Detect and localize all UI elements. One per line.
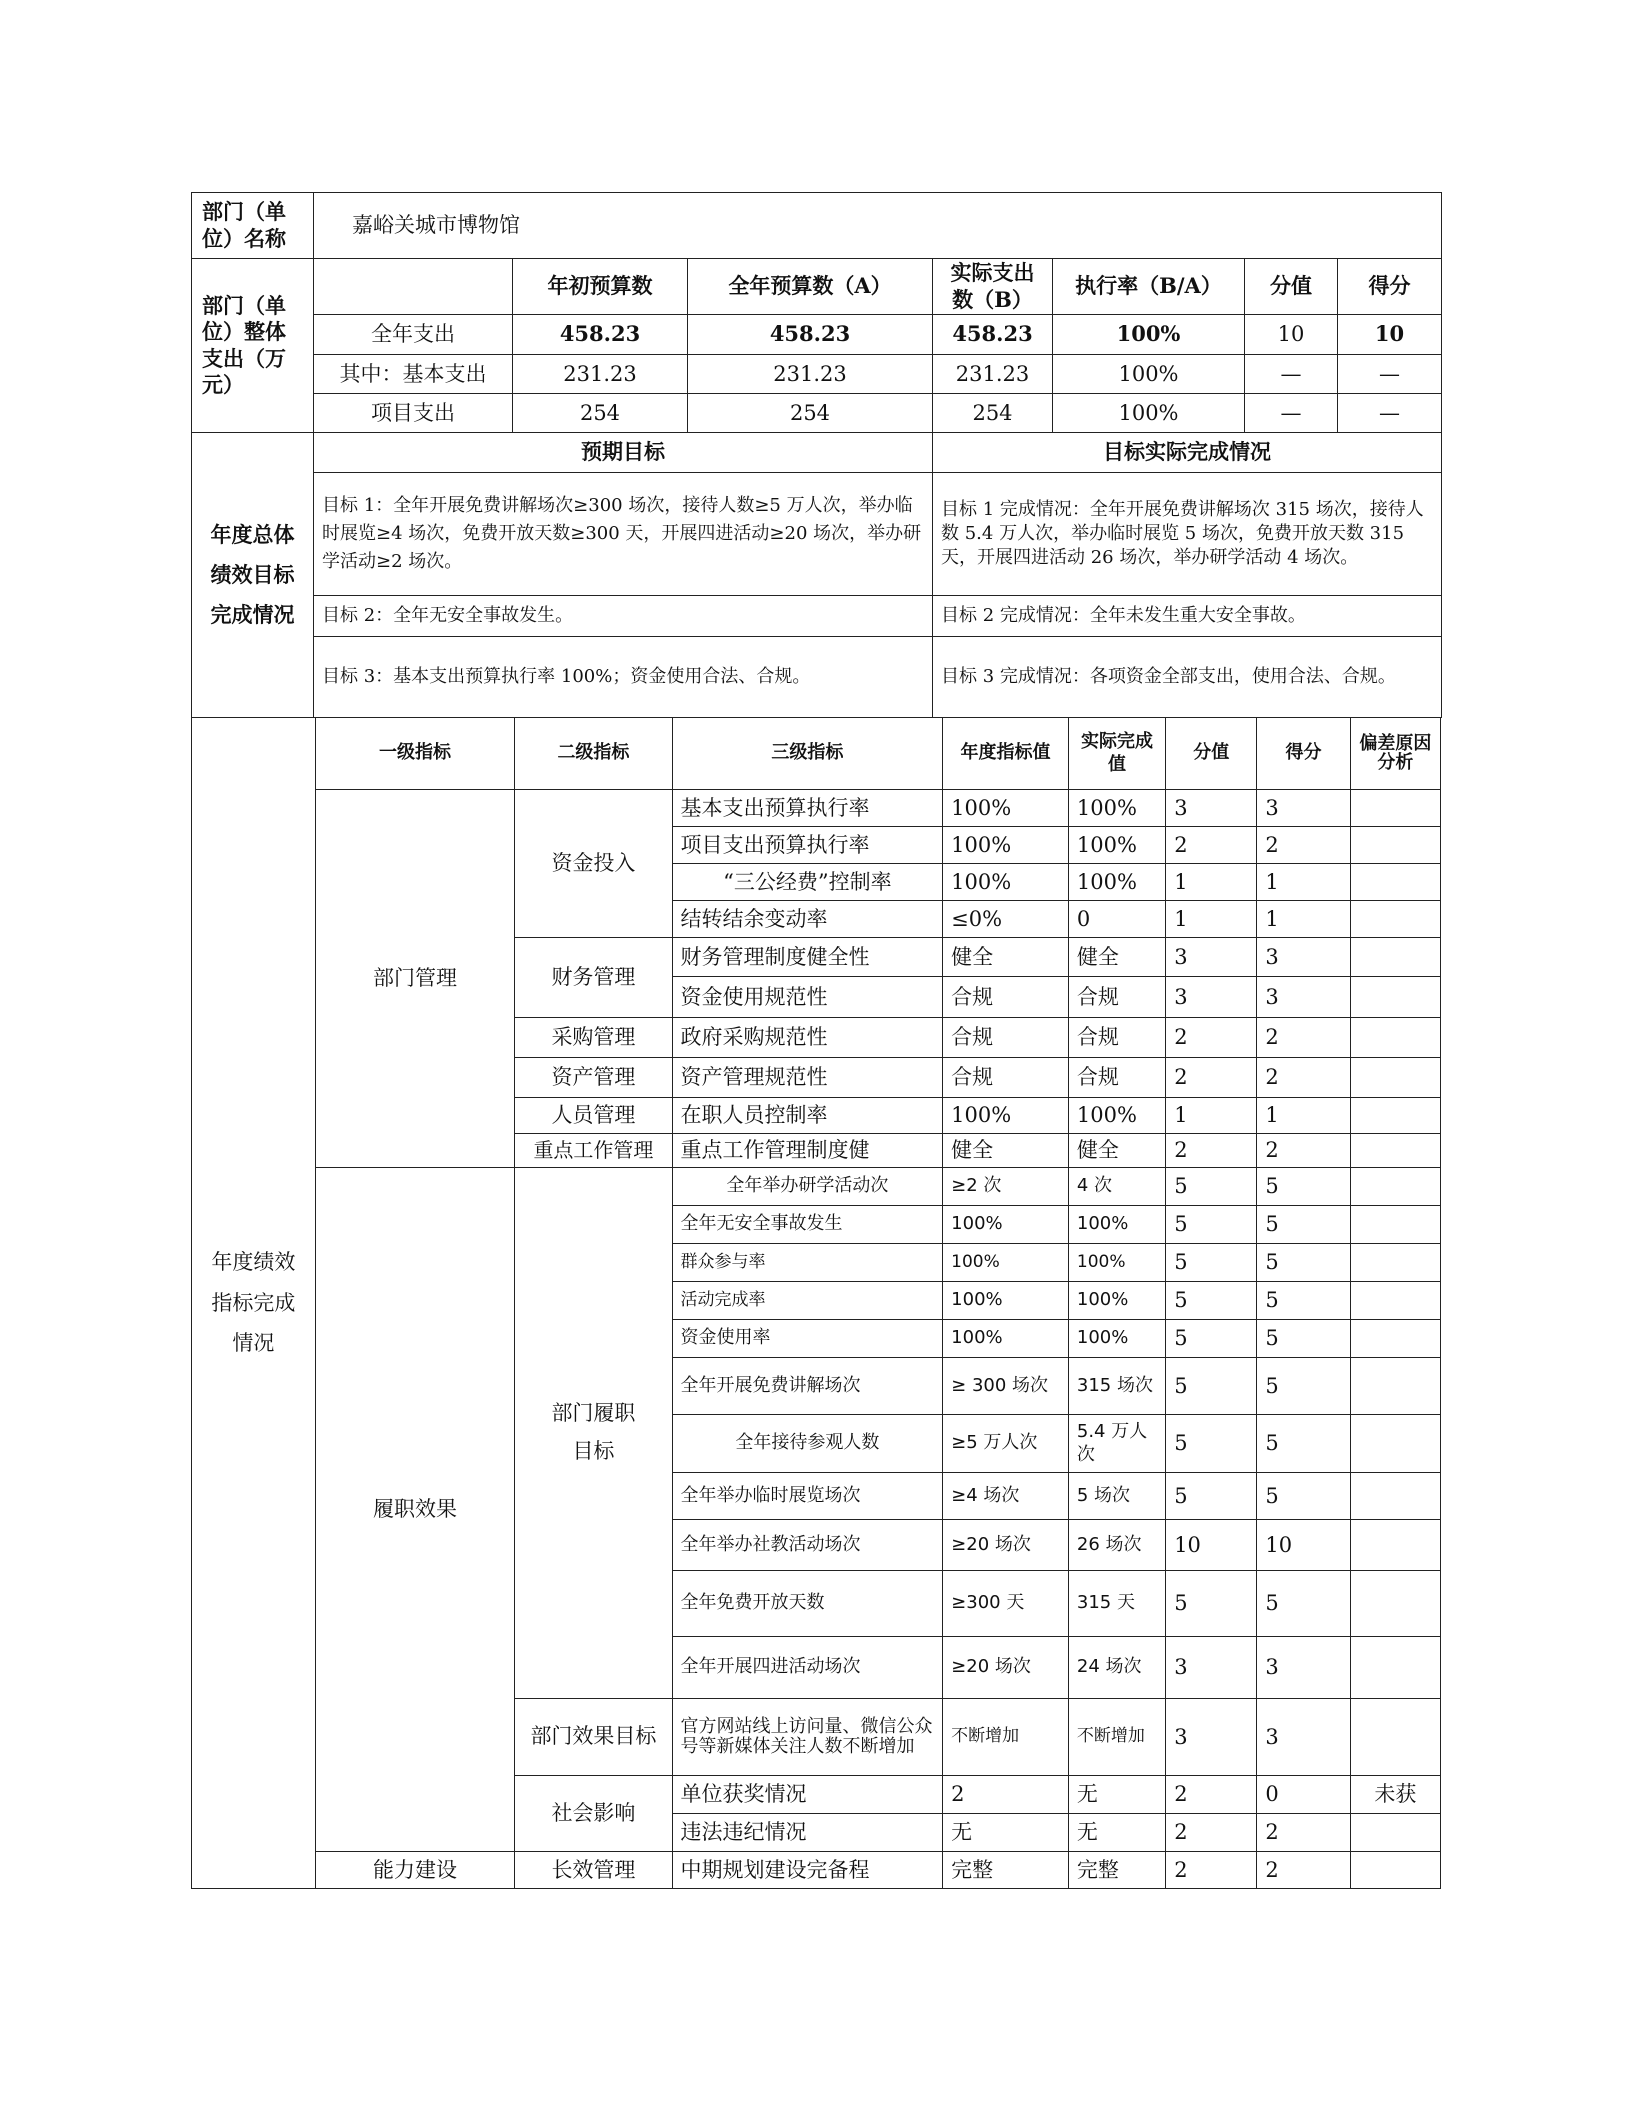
budget-row-name: 全年支出 <box>314 315 513 355</box>
actual-value: 健全 <box>1068 1134 1165 1168</box>
budget-row-actual: 458.23 <box>933 315 1053 355</box>
header-level2: 二级指标 <box>515 718 672 790</box>
actual-value: 合规 <box>1068 1018 1165 1058</box>
level3-name: 中期规划建设完备程 <box>672 1852 943 1889</box>
indicators-table <box>191 717 1441 1889</box>
deviation-reason <box>1350 1415 1440 1473</box>
score-value: 3 <box>1166 1637 1257 1699</box>
level2-key-work: 重点工作管理 <box>515 1134 672 1168</box>
level3-name: 在职人员控制率 <box>672 1098 943 1134</box>
level3-name: 资金使用率 <box>672 1320 943 1358</box>
deviation-reason <box>1350 1358 1440 1415</box>
target-value: 100% <box>943 1098 1069 1134</box>
score-value: 5 <box>1166 1168 1257 1206</box>
target-value: 健全 <box>943 1134 1069 1168</box>
goal-actual: 目标 2 完成情况：全年未发生重大安全事故。 <box>933 596 1442 637</box>
score: 5 <box>1257 1358 1350 1415</box>
actual-value: 无 <box>1068 1776 1165 1814</box>
score-value: 2 <box>1166 1058 1257 1098</box>
score: 5 <box>1257 1206 1350 1244</box>
deviation-reason <box>1350 977 1440 1018</box>
score-value: 5 <box>1166 1244 1257 1282</box>
target-value: 100% <box>943 827 1069 864</box>
target-value: ≥20 场次 <box>943 1637 1069 1699</box>
level3-name: 官方网站线上访问量、微信公众号等新媒体关注人数不断增加 <box>672 1699 943 1776</box>
col-score: 得分 <box>1338 259 1442 315</box>
deviation-reason <box>1350 1168 1440 1206</box>
budget-row-score-value: 10 <box>1245 315 1338 355</box>
deviation-reason <box>1350 1206 1440 1244</box>
target-value: ≥5 万人次 <box>943 1415 1069 1473</box>
table-row <box>192 1168 1441 1206</box>
goal-expected: 目标 3：基本支出预算执行率 100%；资金使用合法、合规。 <box>314 637 933 718</box>
budget-row <box>192 355 1442 394</box>
score: 5 <box>1257 1282 1350 1320</box>
level2-assets: 资产管理 <box>515 1058 672 1098</box>
level2-social-impact: 社会影响 <box>515 1776 672 1852</box>
score-value: 3 <box>1166 938 1257 977</box>
level3-name: 全年开展免费讲解场次 <box>672 1358 943 1415</box>
target-value: 合规 <box>943 977 1069 1018</box>
level3-name: 全年接待参观人数 <box>672 1415 943 1473</box>
budget-row-rate: 100% <box>1053 394 1245 433</box>
budget-goals-table <box>191 192 1442 718</box>
deviation-reason <box>1350 1320 1440 1358</box>
score-value: 1 <box>1166 864 1257 901</box>
score: 3 <box>1257 790 1350 827</box>
budget-label: 部门（单位）整体支出（万元） <box>192 259 314 433</box>
score: 5 <box>1257 1244 1350 1282</box>
score-value: 2 <box>1166 1852 1257 1889</box>
score: 5 <box>1257 1415 1350 1473</box>
score-value: 3 <box>1166 1699 1257 1776</box>
score-value: 1 <box>1166 1098 1257 1134</box>
actual-value: 健全 <box>1068 938 1165 977</box>
deviation-reason <box>1350 901 1440 938</box>
target-value: ≤0% <box>943 901 1069 938</box>
target-value: 2 <box>943 1776 1069 1814</box>
score: 3 <box>1257 977 1350 1018</box>
level2-duty-goals: 部门履职目标 <box>515 1168 672 1699</box>
score-value: 5 <box>1166 1571 1257 1637</box>
actual-goals-header: 目标实际完成情况 <box>933 433 1442 473</box>
budget-row-rate: 100% <box>1053 355 1245 394</box>
score: 3 <box>1257 1637 1350 1699</box>
goal-row <box>192 473 1442 596</box>
score: 2 <box>1257 1814 1350 1852</box>
score: 2 <box>1257 827 1350 864</box>
actual-value: 合规 <box>1068 977 1165 1018</box>
target-value: ≥300 天 <box>943 1571 1069 1637</box>
level3-name: 重点工作管理制度健 <box>672 1134 943 1168</box>
budget-row-initial: 254 <box>513 394 688 433</box>
score: 3 <box>1257 938 1350 977</box>
deviation-reason <box>1350 1520 1440 1571</box>
budget-row-name: 其中：基本支出 <box>314 355 513 394</box>
score: 1 <box>1257 864 1350 901</box>
target-value: ≥ 300 场次 <box>943 1358 1069 1415</box>
actual-value: 26 场次 <box>1068 1520 1165 1571</box>
score: 2 <box>1257 1058 1350 1098</box>
deviation-reason <box>1350 1098 1440 1134</box>
target-value: ≥2 次 <box>943 1168 1069 1206</box>
actual-value: 315 场次 <box>1068 1358 1165 1415</box>
deviation-reason <box>1350 864 1440 901</box>
level3-name: 项目支出预算执行率 <box>672 827 943 864</box>
deviation-reason <box>1350 1244 1440 1282</box>
col-actual-spend: 实际支出数（B） <box>933 259 1053 315</box>
target-value: 完整 <box>943 1852 1069 1889</box>
actual-value: 100% <box>1068 864 1165 901</box>
level1-dept-management: 部门管理 <box>315 790 515 1168</box>
header-level3: 三级指标 <box>672 718 943 790</box>
score-value: 2 <box>1166 1776 1257 1814</box>
budget-row-full: 254 <box>688 394 933 433</box>
actual-value: 100% <box>1068 1244 1165 1282</box>
level2-finance: 财务管理 <box>515 938 672 1018</box>
deviation-reason <box>1350 827 1440 864</box>
actual-value: 24 场次 <box>1068 1637 1165 1699</box>
level3-name: 财务管理制度健全性 <box>672 938 943 977</box>
indicators-label: 年度绩效指标完成情况 <box>192 718 316 1889</box>
score-value: 2 <box>1166 827 1257 864</box>
score: 5 <box>1257 1571 1350 1637</box>
actual-value: 4 次 <box>1068 1168 1165 1206</box>
score: 0 <box>1257 1776 1350 1814</box>
level3-name: 全年举办临时展览场次 <box>672 1473 943 1520</box>
budget-row-initial: 231.23 <box>513 355 688 394</box>
budget-row <box>192 394 1442 433</box>
actual-value: 100% <box>1068 827 1165 864</box>
budget-row-rate: 100% <box>1053 315 1245 355</box>
level1-capacity: 能力建设 <box>315 1852 515 1889</box>
actual-value: 5.4 万人次 <box>1068 1415 1165 1473</box>
actual-value: 100% <box>1068 790 1165 827</box>
dept-name-label: 部门（单位）名称 <box>192 193 314 259</box>
score: 10 <box>1257 1520 1350 1571</box>
actual-value: 完整 <box>1068 1852 1165 1889</box>
budget-row-score: 10 <box>1338 315 1442 355</box>
level1-performance: 履职效果 <box>315 1168 515 1852</box>
target-value: 100% <box>943 1244 1069 1282</box>
actual-value: 100% <box>1068 1206 1165 1244</box>
score-value: 10 <box>1166 1520 1257 1571</box>
deviation-reason <box>1350 938 1440 977</box>
col-initial-budget: 年初预算数 <box>513 259 688 315</box>
budget-row <box>192 315 1442 355</box>
table-row <box>192 790 1441 827</box>
header-score: 得分 <box>1257 718 1350 790</box>
target-value: 不断增加 <box>943 1699 1069 1776</box>
actual-value: 100% <box>1068 1320 1165 1358</box>
goal-expected: 目标 1：全年开展免费讲解场次≥300 场次，接待人数≥5 万人次，举办临时展览≥4 场次，免费开放天数≥300 天，开展四进活动≥20 场次，举办研学活动≥2 场次。 <box>314 473 933 596</box>
score-value: 1 <box>1166 901 1257 938</box>
score-value: 5 <box>1166 1320 1257 1358</box>
level3-name: 全年开展四进活动场次 <box>672 1637 943 1699</box>
deviation-reason <box>1350 1814 1440 1852</box>
target-value: 100% <box>943 790 1069 827</box>
budget-row-score-value: — <box>1245 355 1338 394</box>
actual-value: 合规 <box>1068 1058 1165 1098</box>
goal-row <box>192 637 1442 718</box>
level3-name: 违法违纪情况 <box>672 1814 943 1852</box>
deviation-reason <box>1350 790 1440 827</box>
target-value: 无 <box>943 1814 1069 1852</box>
score-value: 5 <box>1166 1206 1257 1244</box>
dept-name-value: 嘉峪关城市博物馆 <box>314 193 1442 259</box>
score: 3 <box>1257 1699 1350 1776</box>
level3-name: 全年免费开放天数 <box>672 1571 943 1637</box>
level3-name: 群众参与率 <box>672 1244 943 1282</box>
header-level1: 一级指标 <box>315 718 515 790</box>
actual-value: 315 天 <box>1068 1571 1165 1637</box>
header-target: 年度指标值 <box>943 718 1069 790</box>
score-value: 5 <box>1166 1415 1257 1473</box>
level3-name: 全年举办研学活动次 <box>672 1168 943 1206</box>
deviation-reason <box>1350 1282 1440 1320</box>
col-exec-rate: 执行率（B/A） <box>1053 259 1245 315</box>
target-value: ≥20 场次 <box>943 1520 1069 1571</box>
score-value: 5 <box>1166 1358 1257 1415</box>
level3-name: 全年无安全事故发生 <box>672 1206 943 1244</box>
score: 5 <box>1257 1473 1350 1520</box>
score: 1 <box>1257 901 1350 938</box>
deviation-reason <box>1350 1058 1440 1098</box>
budget-row-score: — <box>1338 394 1442 433</box>
budget-row-actual: 254 <box>933 394 1053 433</box>
budget-row-full: 231.23 <box>688 355 933 394</box>
header-actual: 实际完成值 <box>1068 718 1165 790</box>
score: 1 <box>1257 1098 1350 1134</box>
score-value: 2 <box>1166 1814 1257 1852</box>
expected-goals-header: 预期目标 <box>314 433 933 473</box>
budget-row-actual: 231.23 <box>933 355 1053 394</box>
budget-header-blank <box>314 259 513 315</box>
deviation-reason <box>1350 1473 1440 1520</box>
level2-funding: 资金投入 <box>515 790 672 938</box>
target-value: 合规 <box>943 1018 1069 1058</box>
score: 5 <box>1257 1168 1350 1206</box>
deviation-reason <box>1350 1018 1440 1058</box>
deviation-reason <box>1350 1637 1440 1699</box>
target-value: 100% <box>943 1282 1069 1320</box>
budget-row-full: 458.23 <box>688 315 933 355</box>
deviation-reason <box>1350 1134 1440 1168</box>
level2-procurement: 采购管理 <box>515 1018 672 1058</box>
goal-row <box>192 596 1442 637</box>
score: 2 <box>1257 1134 1350 1168</box>
target-value: ≥4 场次 <box>943 1473 1069 1520</box>
level3-name: 活动完成率 <box>672 1282 943 1320</box>
col-full-budget: 全年预算数（A） <box>688 259 933 315</box>
deviation-reason: 未获 <box>1350 1776 1440 1814</box>
level3-name: 全年举办社教活动场次 <box>672 1520 943 1571</box>
budget-row-initial: 458.23 <box>513 315 688 355</box>
target-value: 100% <box>943 1206 1069 1244</box>
level3-name: 资金使用规范性 <box>672 977 943 1018</box>
col-score-value: 分值 <box>1245 259 1338 315</box>
goal-actual: 目标 3 完成情况：各项资金全部支出，使用合法、合规。 <box>933 637 1442 718</box>
level3-name: 基本支出预算执行率 <box>672 790 943 827</box>
score: 2 <box>1257 1852 1350 1889</box>
level3-name: 资产管理规范性 <box>672 1058 943 1098</box>
deviation-reason <box>1350 1852 1440 1889</box>
header-value: 分值 <box>1166 718 1257 790</box>
score-value: 2 <box>1166 1018 1257 1058</box>
level2-effect-goals: 部门效果目标 <box>515 1699 672 1776</box>
budget-row-score: — <box>1338 355 1442 394</box>
actual-value: 100% <box>1068 1098 1165 1134</box>
score-value: 3 <box>1166 790 1257 827</box>
table-row <box>192 1852 1441 1889</box>
deviation-reason <box>1350 1699 1440 1776</box>
level3-name: 政府采购规范性 <box>672 1018 943 1058</box>
actual-value: 5 场次 <box>1068 1473 1165 1520</box>
budget-row-name: 项目支出 <box>314 394 513 433</box>
level2-long-term: 长效管理 <box>515 1852 672 1889</box>
target-value: 合规 <box>943 1058 1069 1098</box>
header-reason: 偏差原因分析 <box>1350 718 1440 790</box>
goal-actual: 目标 1 完成情况：全年开展免费讲解场次 315 场次，接待人数 5.4 万人次，举办临时展览 5 场次，免费开放天数 315 天，开展四进活动 26 场次，举办研学活动 4 场次。 <box>933 473 1442 596</box>
level3-name: 单位获奖情况 <box>672 1776 943 1814</box>
target-value: 100% <box>943 864 1069 901</box>
actual-value: 不断增加 <box>1068 1699 1165 1776</box>
level3-name: “三公经费”控制率 <box>672 864 943 901</box>
goal-expected: 目标 2：全年无安全事故发生。 <box>314 596 933 637</box>
target-value: 健全 <box>943 938 1069 977</box>
score-value: 3 <box>1166 977 1257 1018</box>
score-value: 5 <box>1166 1282 1257 1320</box>
level3-name: 结转结余变动率 <box>672 901 943 938</box>
score: 5 <box>1257 1320 1350 1358</box>
actual-value: 无 <box>1068 1814 1165 1852</box>
budget-row-score-value: — <box>1245 394 1338 433</box>
actual-value: 100% <box>1068 1282 1165 1320</box>
target-value: 100% <box>943 1320 1069 1358</box>
level2-personnel: 人员管理 <box>515 1098 672 1134</box>
actual-value: 0 <box>1068 901 1165 938</box>
goals-label: 年度总体绩效目标完成情况 <box>192 433 314 718</box>
score-value: 5 <box>1166 1473 1257 1520</box>
score-value: 2 <box>1166 1134 1257 1168</box>
deviation-reason <box>1350 1571 1440 1637</box>
score: 2 <box>1257 1018 1350 1058</box>
